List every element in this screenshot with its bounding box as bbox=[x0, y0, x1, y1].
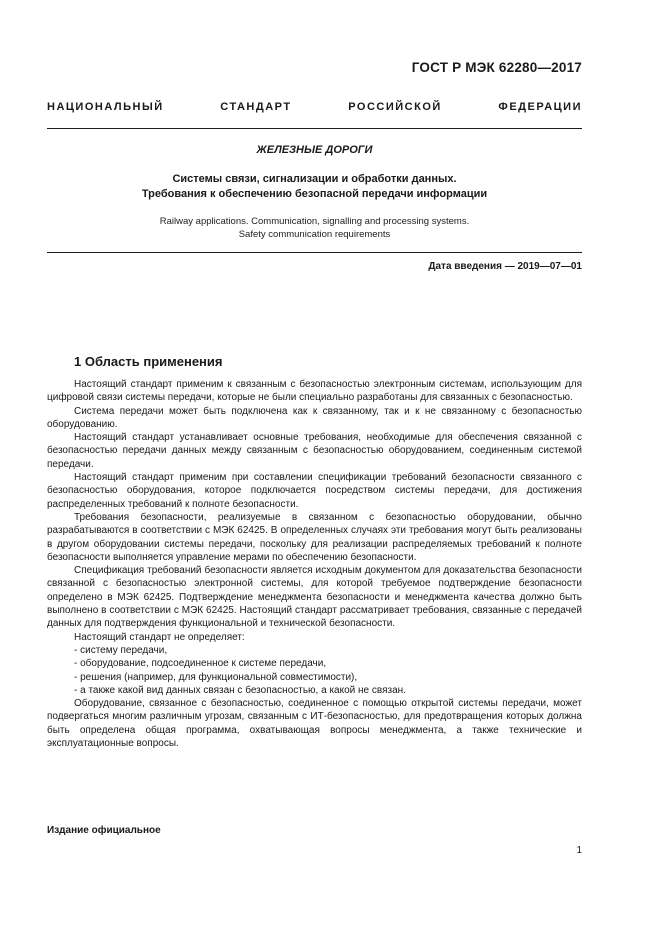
paragraph: Настоящий стандарт устанавливает основные требования, необходимые для обеспечения связанной с безопасностью передачи данных между связанным с безопасностью оборудованием, соединенным системой передачи. bbox=[47, 432, 582, 470]
national-standard-banner: НАЦИОНАЛЬНЫЙ СТАНДАРТ РОССИЙСКОЙ ФЕДЕРАЦИИ bbox=[47, 101, 582, 113]
section-body bbox=[47, 378, 582, 750]
title-block bbox=[47, 144, 582, 241]
list-item: - а также какой вид данных связан с безопасностью, а какой не связан. bbox=[74, 684, 406, 696]
section-heading: 1 Область применения bbox=[74, 354, 223, 369]
title-line-2: Требования к обеспечению безопасной передачи информации bbox=[141, 188, 488, 200]
paragraph: Спецификация требований безопасности является исходным документом для доказательства безопасности связанной с безопасностью электронной системы, для которой требуемое подтверждение безопасности определено в МЭК 62425. Подтверждение менеджмента безопасности и менеджмента качества должно быть выполнено в соответствии с МЭК 62425. Настоящий стандарт рассматривает требования, связанные с передачей данных для подтверждения функциональной и технической безопасности. bbox=[47, 565, 582, 630]
official-edition-label: Издание официальное bbox=[47, 825, 161, 836]
paragraph: Требования безопасности, реализуемые в связанном с безопасностью оборудовании, обычно разрабатываются в соответствии с МЭК 62425. В определенных случаях эти требования могут быть реализованы в другом оборудовании системы передачи, поскольку для реализации распределяемых требований к полноте безопасности выполняется управление мерами по обеспечению безопасности. bbox=[47, 511, 582, 563]
list-item: - оборудование, подсоединенное к системе передачи, bbox=[74, 658, 327, 670]
paragraph: Настоящий стандарт применим к связанным с безопасностью электронным системам, использующим для цифровой связи системы передачи, которые не были специально разработаны для связанных с безопасностью. bbox=[47, 379, 582, 404]
paragraph: Система передачи может быть подключена как к связанному, так и к не связанному с безопасностью оборудованию. bbox=[47, 405, 582, 430]
standard-code: ГОСТ Р МЭК 62280—2017 bbox=[411, 60, 582, 75]
paragraph: Оборудование, связанное с безопасностью, соединенное с помощью открытой системы передачи, может подвергаться многим различным угрозам, связанным с ИТ-безопасностью, для предотвращения которых должна быть определена общая программа, охватывающая вопросы менеджмента, а также технические и эксплуатационные вопросы. bbox=[47, 698, 582, 750]
header-divider bbox=[47, 128, 582, 129]
english-title-line-2: Safety communication requirements bbox=[238, 229, 391, 240]
english-title-line-1: Railway applications. Communication, signalling and processing systems. bbox=[159, 216, 470, 227]
list-item: - решения (например, для функциональной совместимости), bbox=[74, 671, 358, 683]
paragraph: Настоящий стандарт не определяет: bbox=[74, 631, 245, 643]
title-divider bbox=[47, 252, 582, 253]
page-number: 1 bbox=[576, 845, 582, 856]
introduction-date: Дата введения — 2019—07—01 bbox=[428, 261, 582, 272]
title-line-1: Системы связи, сигнализации и обработки данных. bbox=[172, 173, 457, 185]
document-subject: ЖЕЛЕЗНЫЕ ДОРОГИ bbox=[256, 144, 373, 156]
english-title bbox=[47, 215, 582, 241]
list-item: - систему передачи, bbox=[74, 644, 168, 656]
paragraph: Настоящий стандарт применим при составлении спецификации требований безопасности связанного с безопасностью оборудования, которое подключается посредством системы передачи, для достижения распределенных требований к полноте безопасности. bbox=[47, 472, 582, 510]
